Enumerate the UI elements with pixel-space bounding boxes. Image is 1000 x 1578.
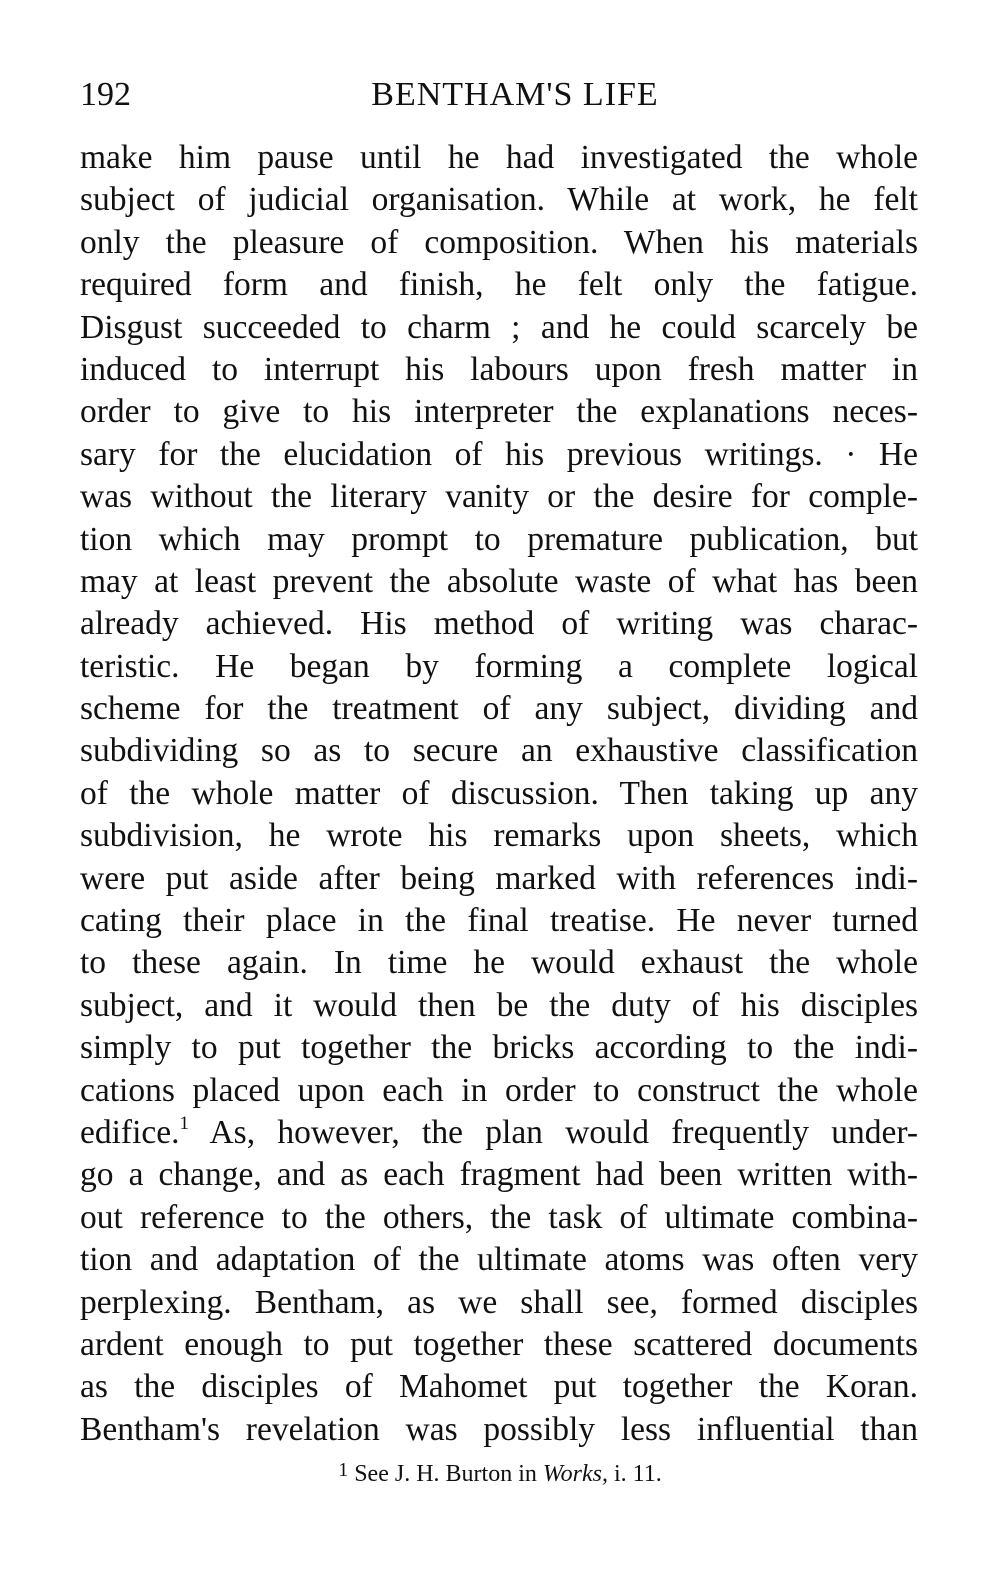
text-line: were put aside after being marked with references indi- [80,859,918,897]
text-line: make him pause until he had investigated the whole [80,139,918,176]
text-line: cating their place in the final treatise. He never turned [80,902,918,940]
text-line: cations placed upon each in order to construct the whole [80,1071,918,1109]
text-segment: As, however, the plan would frequently under- [189,1113,918,1151]
body-text [80,137,918,1451]
text-line: Disgust succeeded to charm ; and he could scarcely be [80,308,918,346]
footnote [0,1452,1000,1492]
text-line: to these again. In time he would exhaust the whole [80,944,918,982]
text-segment: edifice. [80,1113,180,1151]
text-line: subject of judicial organisation. While at work, he felt [80,181,918,219]
footnote-text-end: i. 11. [608,1461,662,1487]
footnote-italic-title: Works, [542,1461,608,1487]
text-line: subdividing so as to secure an exhaustive classification [80,732,918,770]
text-line: required form and finish, he felt only the fatigue. [80,266,918,304]
page-number: 192 [80,76,131,113]
text-line: teristic. He began by forming a complete logical [80,647,918,685]
text-line: perplexing. Bentham, as we shall see, formed disciples [80,1283,918,1321]
text-line: Bentham's revelation was possibly less influential than [80,1410,918,1448]
text-line: as the disciples of Mahomet put together the Koran. [80,1368,918,1406]
text-line: only the pleasure of composition. When his materials [80,223,918,261]
text-line: tion which may prompt to premature publication, but [80,520,918,558]
text-line: was without the literary vanity or the desire for comple- [80,478,918,516]
footnote-text: See J. H. Burton in [354,1461,543,1487]
text-line: already achieved. His method of writing was charac- [80,605,918,643]
text-line: out reference to the others, the task of ultimate combina- [80,1198,918,1236]
text-line: ardent enough to put together these scattered documents [80,1325,918,1363]
text-line: scheme for the treatment of any subject, dividing and [80,690,918,728]
text-line: go a change, and as each fragment had been written with- [80,1156,918,1194]
footnote-number: 1 [338,1459,349,1481]
text-line: tion and adaptation of the ultimate atoms was often very [80,1241,918,1279]
running-head [80,70,920,120]
text-line: induced to interrupt his labours upon fresh matter in [80,350,918,388]
text-line: sary for the elucidation of his previous writings. · He [80,435,918,473]
text-line: subject, and it would then be the duty of his disciples [80,986,918,1024]
text-line-with-footnote-ref [80,1112,918,1154]
footnote-reference[interactable]: 1 [179,1112,190,1134]
text-line: may at least prevent the absolute waste of what has been [80,562,918,600]
text-line: simply to put together the bricks according to the indi- [80,1029,918,1067]
text-line: subdivision, he wrote his remarks upon sheets, which [80,817,918,855]
running-title: BENTHAM'S LIFE [371,76,659,113]
text-line: of the whole matter of discussion. Then taking up any [80,774,918,812]
text-line: order to give to his interpreter the explanations neces- [80,393,918,431]
